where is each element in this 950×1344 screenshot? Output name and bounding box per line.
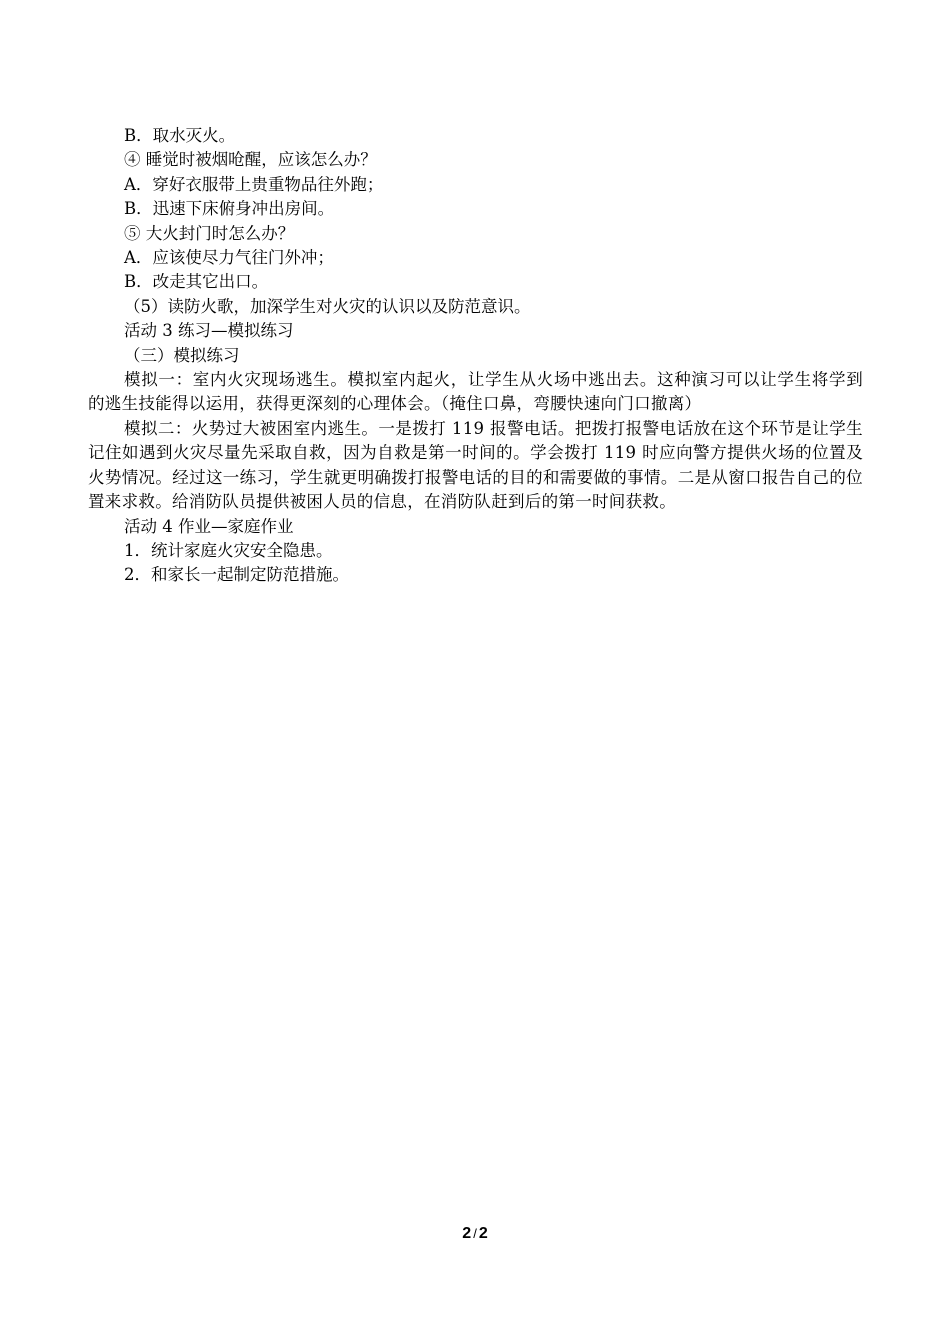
option-b-crouch: B．迅速下床俯身冲出房间。 xyxy=(124,199,335,219)
activity-3-heading: 活动 3 练习—模拟练习 xyxy=(124,321,294,341)
section-3-heading: （三）模拟练习 xyxy=(124,345,240,365)
question-5: ⑤ 大火封门时怎么办？ xyxy=(124,223,295,243)
simulation-2-paragraph: 模拟二：火势过大被困室内逃生。一是拨打 119 报警电话。把拨打报警电话放在这个环节是让学生记住如遇到火灾尽量先采取自救，因为自救是第一时间的。学会拨打 119 时应向警方提供火场的位置及火势情况。经过这一练习，学生就更明确拨打报警电话的目的和需要做的事情。二是从窗口报告自己的位置来求救。给消防队员提供被困人员的信息，在消防队赶到后的第一时间获救。 xyxy=(88,418,863,512)
total-pages: 2 xyxy=(478,1225,488,1242)
option-b-other-exit: B．改走其它出口。 xyxy=(124,272,269,292)
step-5-fire-song: （5）读防火歌，加深学生对火灾的认识以及防范意识。 xyxy=(124,296,531,316)
current-page: 2 xyxy=(462,1225,472,1242)
activity-4-heading: 活动 4 作业—家庭作业 xyxy=(124,516,294,536)
homework-item-1: 1．统计家庭火灾安全隐患。 xyxy=(124,540,333,560)
option-a-valuables: A．穿好衣服带上贵重物品往外跑； xyxy=(124,174,384,194)
option-b-water: B．取水灭火。 xyxy=(124,126,236,145)
document-body xyxy=(88,124,863,588)
question-4: ④ 睡觉时被烟呛醒，应该怎么办？ xyxy=(124,150,377,170)
page-separator: / xyxy=(473,1226,477,1241)
simulation-1-paragraph: 模拟一：室内火灾现场逃生。模拟室内起火，让学生从火场中逃出去。这种演习可以让学生将学到的逃生技能得以运用，获得更深刻的心理体会。（掩住口鼻，弯腰快速向门口撤离） xyxy=(88,370,863,414)
page-number xyxy=(0,1225,950,1243)
homework-item-2: 2．和家长一起制定防范措施。 xyxy=(124,565,349,585)
option-a-push-door: A．应该使尽力气往门外冲； xyxy=(124,248,334,268)
